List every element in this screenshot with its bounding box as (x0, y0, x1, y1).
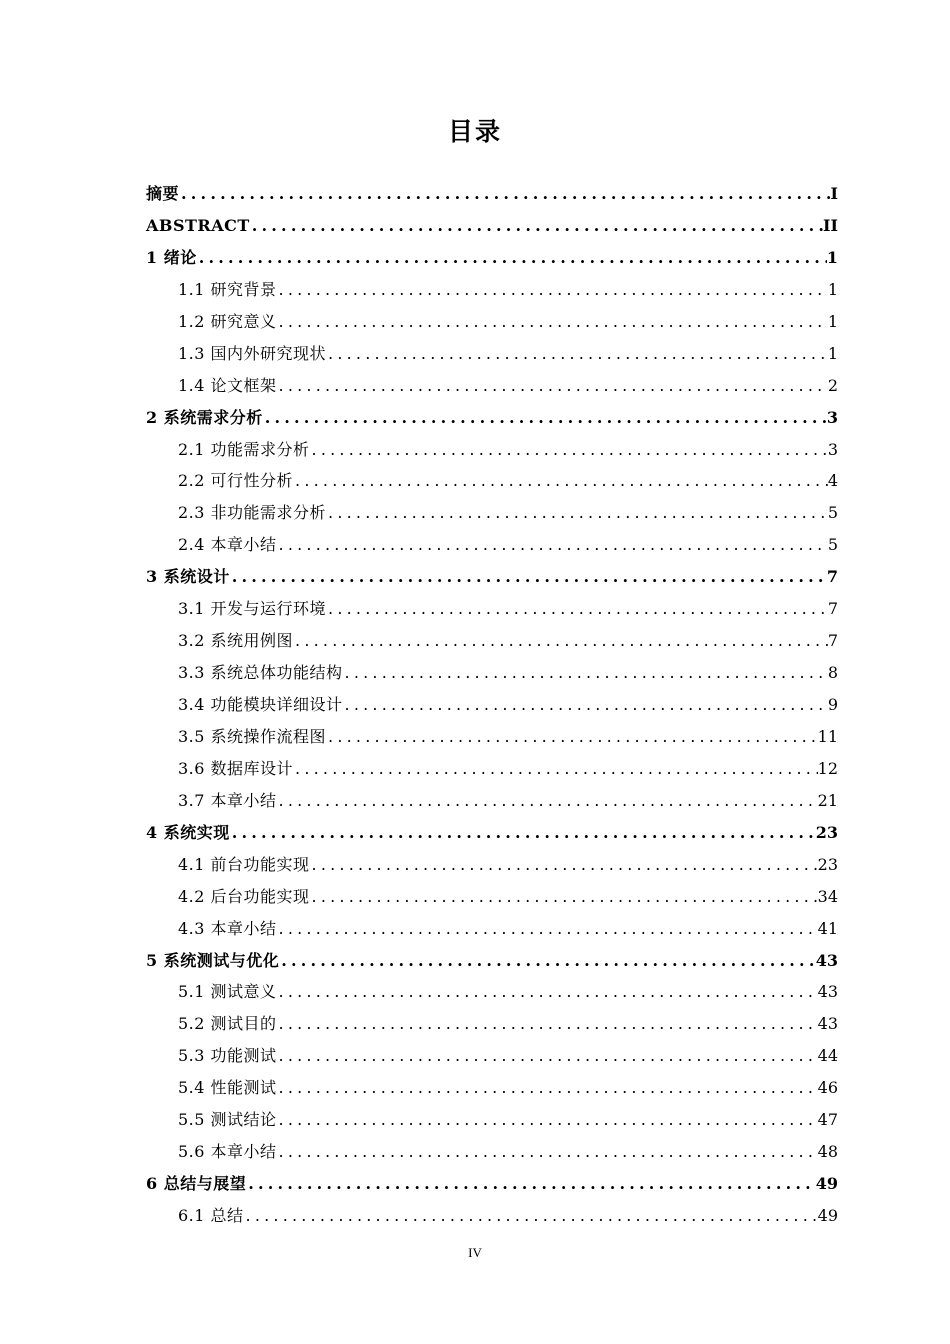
toc-dot-leader (277, 785, 818, 817)
toc-entry-title: 2 系统需求分析 (146, 407, 263, 427)
toc-entry-section-2-1[interactable] (146, 434, 838, 466)
toc-entry-page: 9 (827, 695, 838, 714)
toc-entry-section-1-2[interactable] (146, 306, 838, 338)
toc-entry-title: 5 系统测试与优化 (146, 950, 280, 970)
toc-dot-leader (277, 1104, 818, 1136)
toc-entry-section-3-5[interactable] (146, 721, 838, 753)
toc-entry-title: 2.1 功能需求分析 (178, 439, 310, 459)
toc-entry-chapter-1[interactable] (146, 242, 838, 274)
toc-entry-section-4-1[interactable] (146, 849, 838, 881)
toc-entry-title: 3.2 系统用例图 (178, 631, 294, 651)
toc-entry-page: I (830, 184, 838, 203)
footer-page-number: IV (468, 1245, 482, 1260)
toc-entry-page: 47 (817, 1110, 838, 1130)
toc-entry-page: 46 (817, 1078, 838, 1098)
toc-entry-title: 5.6 本章小结 (178, 1142, 277, 1162)
toc-dot-leader (263, 402, 827, 434)
toc-entry-title: 4.2 后台功能实现 (178, 886, 310, 906)
toc-dot-leader (244, 1200, 818, 1232)
toc-dot-leader (277, 306, 828, 338)
toc-entry-chapter-3[interactable] (146, 561, 838, 593)
toc-entry-chapter-5[interactable] (146, 945, 838, 977)
toc-entry-page: 7 (827, 599, 838, 619)
toc-entry-title: 5.3 功能测试 (178, 1046, 277, 1066)
toc-entry-section-2-2[interactable] (146, 465, 838, 497)
toc-entry-title: 1.4 论文框架 (178, 375, 277, 395)
toc-entry-section-2-4[interactable] (146, 529, 838, 561)
toc-dot-leader (277, 1136, 818, 1168)
toc-entry-title: 2.2 可行性分析 (178, 471, 294, 491)
toc-entry-title: ABSTRACT (146, 215, 250, 235)
toc-entry-section-5-1[interactable] (146, 976, 838, 1008)
toc-entry-abstract-cn[interactable] (146, 178, 838, 210)
toc-dot-leader (230, 817, 816, 849)
toc-entry-chapter-6[interactable] (146, 1168, 838, 1200)
toc-entry-title: 4.3 本章小结 (178, 918, 277, 938)
toc-entry-section-2-3[interactable] (146, 497, 838, 529)
toc-dot-leader (277, 370, 828, 402)
toc-entry-page: 1 (827, 343, 838, 363)
toc-dot-leader (279, 945, 816, 977)
toc-dot-leader (277, 1072, 818, 1104)
toc-entry-page: 4 (827, 471, 838, 491)
toc-entry-page: 5 (827, 535, 838, 555)
toc-entry-page: 48 (817, 1142, 838, 1162)
toc-entry-title: 1.2 研究意义 (178, 311, 277, 331)
toc-entry-page: 3 (826, 407, 838, 427)
toc-dot-leader (277, 976, 818, 1008)
toc-entry-chapter-2[interactable] (146, 402, 838, 434)
toc-dot-leader (277, 1040, 818, 1072)
toc-entry-page: 5 (827, 503, 838, 523)
toc-entry-title: 3.7 本章小结 (178, 790, 277, 810)
toc-entry-title: 摘要 (146, 184, 180, 203)
toc-dot-leader (310, 434, 828, 466)
toc-dot-leader (277, 529, 828, 561)
toc-entry-title: 3 系统设计 (146, 567, 230, 587)
toc-entry-title: 4 系统实现 (146, 822, 230, 842)
toc-entry-section-3-7[interactable] (146, 785, 838, 817)
toc-entry-title: 1.3 国内外研究现状 (178, 343, 327, 363)
toc-dot-leader (326, 721, 818, 753)
toc-dot-leader (326, 338, 828, 370)
toc-entry-title: 6 总结与展望 (146, 1174, 247, 1194)
toc-dot-leader (310, 849, 818, 881)
toc-entry-title: 5.5 测试结论 (178, 1110, 277, 1130)
toc-entry-title: 3.4 功能模块详细设计 (178, 695, 343, 714)
toc-entry-title: 1 绪论 (146, 247, 197, 267)
toc-entry-page: 8 (827, 663, 838, 683)
toc-entry-page: 43 (815, 950, 838, 970)
toc-entry-page: 34 (817, 886, 838, 906)
toc-entry-page: 1 (826, 247, 838, 267)
toc-entry-section-5-4[interactable] (146, 1072, 838, 1104)
toc-entry-section-5-2[interactable] (146, 1008, 838, 1040)
toc-dot-leader (197, 242, 827, 274)
toc-dot-leader (343, 689, 828, 721)
toc-entry-abstract-en[interactable] (146, 210, 838, 242)
toc-entry-page: 2 (827, 375, 838, 395)
toc-entry-page: 3 (827, 439, 838, 459)
toc-entry-page: 7 (826, 567, 838, 587)
toc-dot-leader (277, 1008, 818, 1040)
toc-entry-title: 2.3 非功能需求分析 (178, 503, 327, 523)
toc-entry-title: 3.5 系统操作流程图 (178, 726, 327, 746)
toc-dot-leader (246, 1168, 816, 1200)
toc-entry-section-3-3[interactable] (146, 657, 838, 689)
toc-entry-page: 12 (817, 758, 838, 778)
toc-dot-leader (326, 593, 828, 625)
toc-entry-page: 23 (817, 854, 838, 874)
toc-entry-title: 6.1 总结 (178, 1206, 244, 1225)
toc-dot-leader (326, 497, 828, 529)
toc-entry-section-6-1[interactable] (146, 1200, 838, 1232)
toc-entry-section-5-5[interactable] (146, 1104, 838, 1136)
toc-dot-leader (293, 625, 828, 657)
toc-dot-leader (230, 561, 827, 593)
toc-entry-page: 1 (827, 279, 838, 299)
toc-entry-title: 4.1 前台功能实现 (178, 854, 310, 874)
toc-entry-section-1-1[interactable] (146, 274, 838, 306)
toc-dot-leader (277, 913, 818, 945)
toc-entry-page: 21 (817, 790, 838, 810)
toc-entry-section-5-3[interactable] (146, 1040, 838, 1072)
toc-dot-leader (179, 178, 831, 210)
toc-entry-page: 49 (815, 1174, 838, 1194)
toc-entry-section-3-2[interactable] (146, 625, 838, 657)
toc-entry-chapter-4[interactable] (146, 817, 838, 849)
toc-entry-page: 7 (827, 631, 838, 651)
toc-entry-section-3-1[interactable] (146, 593, 838, 625)
toc-entry-title: 3.3 系统总体功能结构 (178, 663, 343, 683)
toc-dot-leader (250, 210, 823, 242)
toc-entry-page: 23 (815, 822, 838, 842)
toc-entry-page: 44 (817, 1046, 838, 1066)
toc-entry-page: II (823, 215, 838, 235)
toc-entry-section-4-2[interactable] (146, 881, 838, 913)
toc-dot-leader (343, 657, 828, 689)
toc-entry-section-1-4[interactable] (146, 370, 838, 402)
toc-entry-page: 11 (817, 726, 838, 746)
toc-entry-title: 1.1 研究背景 (178, 279, 277, 299)
toc-entry-page: 49 (817, 1206, 838, 1225)
toc-dot-leader (293, 753, 818, 785)
toc-entry-section-3-6[interactable] (146, 753, 838, 785)
toc-dot-leader (293, 465, 828, 497)
toc-entry-page: 43 (817, 1014, 838, 1034)
toc-entry-section-4-3[interactable] (146, 913, 838, 945)
toc-entry-title: 3.6 数据库设计 (178, 758, 294, 778)
toc-entry-page: 43 (817, 982, 838, 1002)
toc-entry-title: 2.4 本章小结 (178, 535, 277, 555)
toc-dot-leader (310, 881, 818, 913)
toc-entry-title: 3.1 开发与运行环境 (178, 599, 327, 619)
toc-entry-section-1-3[interactable] (146, 338, 838, 370)
page-title: 目录 (447, 117, 502, 146)
toc-entry-section-3-4[interactable] (146, 689, 838, 721)
toc-entry-title: 5.2 测试目的 (178, 1014, 277, 1034)
toc-entry-section-5-6[interactable] (146, 1136, 838, 1168)
table-of-contents (146, 178, 838, 1232)
toc-entry-page: 1 (827, 311, 838, 331)
toc-entry-title: 5.4 性能测试 (178, 1078, 277, 1098)
toc-entry-page: 41 (817, 918, 838, 938)
toc-dot-leader (277, 274, 828, 306)
toc-entry-title: 5.1 测试意义 (178, 982, 277, 1002)
